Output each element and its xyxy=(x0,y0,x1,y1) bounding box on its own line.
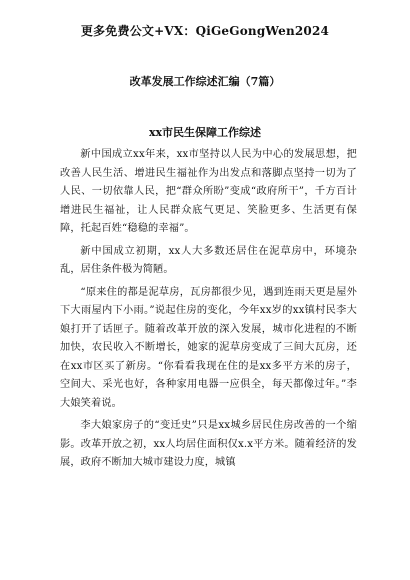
paragraph-4: 李大娘家房子的“变迁史”只是xx城乡居民住房改善的一个缩影。改革开放之初，xx人均居住面积仅x.x平方米。随着经济的发展，政府不断加大城市建设力度，城镇 xyxy=(60,420,357,468)
article-body xyxy=(60,146,357,477)
paragraph-3: “原来住的都是泥草房，瓦房都很少见，遇到连雨天更是屋外下大雨屋内下小雨。”说起住房的变化，今年xx岁的xx镇村民李大娘打开了话匣子。随着改革开放的深入发展，城市化进程的不断加快，农民收入不断增长，她家的泥草房变成了三间大瓦房，还在xx市区买了新房。“你看看我现在住的是xx多平方米的房子，空间大、采光也好，各种家用电器一应俱全，每天都像过年。”李大娘笑着说。 xyxy=(60,286,357,409)
promo-banner: 更多免费公文+VX：QiGeGongWen2024 xyxy=(80,24,330,38)
document-title: 改革发展工作综述汇编（7篇） xyxy=(129,75,281,88)
paragraph-1: 新中国成立xx年来，xx市坚持以人民为中心的发展思想，把改善人民生活、增进民生福祉作为出发点和落脚点坚持一切为了人民、一切依靠人民，把“群众所盼”变成“政府所干”，千方百计增进民生福祉，让人民群众底气更足、笑脸更多、生活更有保障，托起百姓“稳稳的幸福”。 xyxy=(60,149,357,234)
section-title: xx市民生保障工作综述 xyxy=(148,126,262,139)
paragraph-2: 新中国成立初期，xx人大多数还居住在泥草房中，环境杂乱，居住条件极为简陋。 xyxy=(60,245,357,275)
